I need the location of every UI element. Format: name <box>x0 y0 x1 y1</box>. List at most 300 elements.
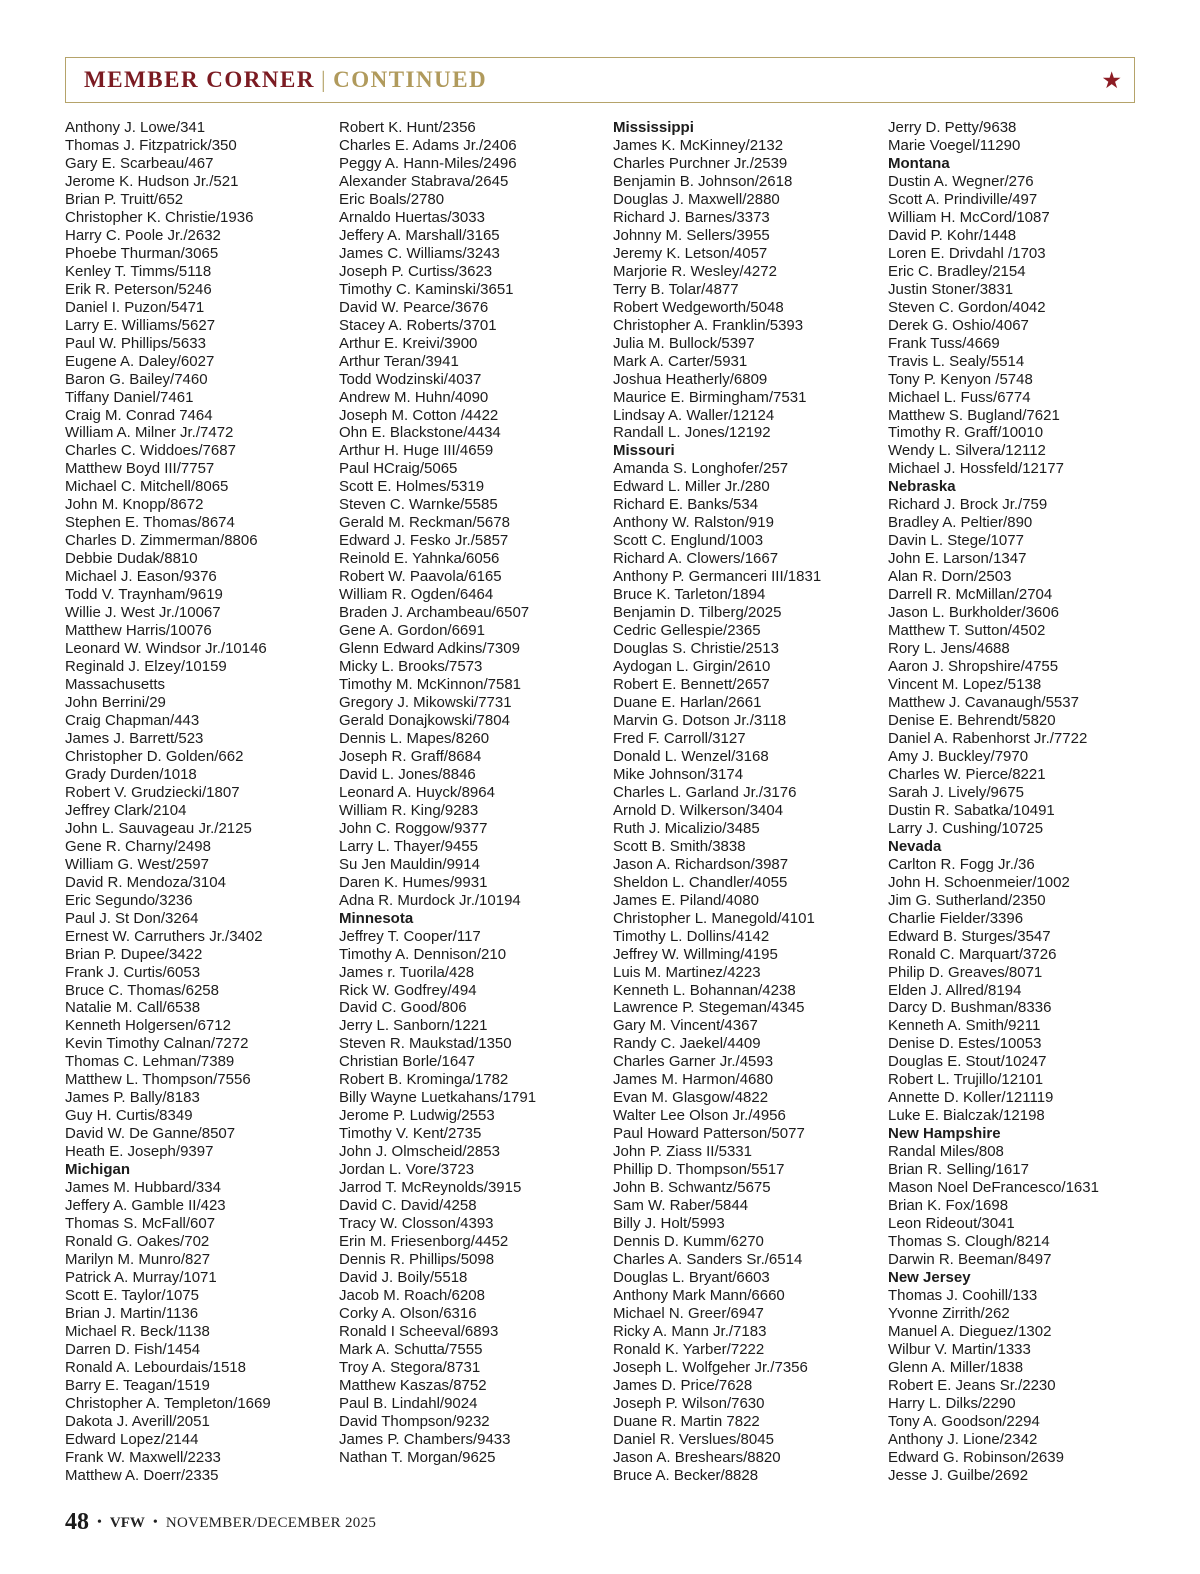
member-entry: Paul W. Phillips/5633 <box>65 334 206 352</box>
member-entry: Jerry D. Petty/9638 <box>888 119 1017 136</box>
member-entry: Matthew L. Thompson/7556 <box>65 1071 251 1089</box>
member-entry: Alan R. Dorn/2503 <box>888 568 1012 586</box>
member-entry: Matthew T. Sutton/4502 <box>888 622 1046 640</box>
member-entry: Jeffrey W. Willming/4195 <box>613 945 778 963</box>
member-entry: Luke E. Bialczak/12198 <box>888 1107 1045 1125</box>
member-entry: Jeffery A. Gamble II/423 <box>65 1197 226 1215</box>
member-entry: Christopher A. Templeton/1669 <box>65 1394 271 1412</box>
member-entry: Joseph R. Graff/8684 <box>339 747 482 765</box>
member-entry: Marie Voegel/11290 <box>888 136 1021 154</box>
member-entry: Massachusetts <box>65 676 166 694</box>
member-entry: Rory L. Jens/4688 <box>888 640 1010 658</box>
member-entry: Richard J. Barnes/3373 <box>613 208 770 226</box>
member-entry: James J. Barrett/523 <box>65 729 204 747</box>
member-entry: Randal Miles/808 <box>888 1143 1004 1161</box>
member-entry: Jordan L. Vore/3723 <box>339 1161 475 1179</box>
member-entry: Loren E. Drivdahl /1703 <box>888 244 1046 262</box>
member-entry: Robert L. Trujillo/12101 <box>888 1071 1044 1089</box>
state-heading: Nebraska <box>888 478 956 496</box>
member-entry: Cedric Gellespie/2365 <box>613 622 761 640</box>
member-entry: Daniel I. Puzon/5471 <box>65 298 205 316</box>
member-entry: Robert B. Krominga/1782 <box>339 1071 509 1089</box>
member-entry: Douglas L. Bryant/6603 <box>613 1269 770 1286</box>
member-entry: Duane R. Martin 7822 <box>613 1412 760 1430</box>
member-entry: William H. McCord/1087 <box>888 208 1050 226</box>
member-entry: Randy C. Jaekel/4409 <box>613 1035 761 1053</box>
member-entry: Davin L. Stege/1077 <box>888 532 1024 550</box>
member-entry: Jerry L. Sanborn/1221 <box>339 1017 488 1035</box>
member-entry: Steven R. Maukstad/1350 <box>339 1035 512 1053</box>
member-entry: Kenley T. Timms/5118 <box>65 262 212 280</box>
member-entry: John P. Ziass II/5331 <box>613 1143 752 1161</box>
member-entry: Micky L. Brooks/7573 <box>339 658 483 676</box>
member-entry: Gerald Donajkowski/7804 <box>339 711 510 729</box>
member-entry: Arnaldo Huertas/3033 <box>339 208 485 226</box>
member-entry: John E. Larson/1347 <box>888 550 1027 568</box>
member-entry: Matthew Boyd III/7757 <box>65 460 215 478</box>
member-entry: Lindsay A. Waller/12124 <box>613 406 775 424</box>
member-entry: Harry L. Dilks/2290 <box>888 1394 1016 1412</box>
member-entry: Dennis R. Phillips/5098 <box>339 1251 495 1269</box>
member-entry: Robert E. Jeans Sr./2230 <box>888 1376 1056 1394</box>
member-entry: James C. Williams/3243 <box>339 244 500 262</box>
member-entry: Bruce C. Thomas/6258 <box>65 981 219 999</box>
member-entry: Daren K. Humes/9931 <box>339 873 488 891</box>
member-entry: David W. De Ganne/8507 <box>65 1125 236 1143</box>
member-entry: Carlton R. Fogg Jr./36 <box>888 855 1035 873</box>
member-entry: Lawrence P. Stegeman/4345 <box>613 999 805 1017</box>
member-entry: Jim G. Sutherland/2350 <box>888 891 1046 909</box>
member-entry: Anthony J. Lowe/341 <box>65 119 206 136</box>
member-entry: Walter Lee Olson Jr./4956 <box>613 1107 786 1125</box>
member-entry: Willie J. West Jr./10067 <box>65 604 221 622</box>
member-entry: Steven C. Warnke/5585 <box>339 496 498 514</box>
member-entry: John J. Olmscheid/2853 <box>339 1143 500 1161</box>
member-entry: Alexander Stabrava/2645 <box>339 172 509 190</box>
member-entry: Ricky A. Mann Jr./7183 <box>613 1322 767 1340</box>
member-entry: Benjamin D. Tilberg/2025 <box>613 604 782 622</box>
member-entry: Thomas S. McFall/607 <box>65 1215 216 1233</box>
member-entry: John B. Schwantz/5675 <box>613 1179 771 1197</box>
member-entry: Grady Durden/1018 <box>65 765 197 783</box>
member-entry: Bruce K. Tarleton/1894 <box>613 586 766 604</box>
member-entry: Gregory J. Mikowski/7731 <box>339 694 512 711</box>
member-entry: Scott B. Smith/3838 <box>613 837 746 855</box>
member-entry: Christian Borle/1647 <box>339 1053 475 1071</box>
member-entry: Christopher K. Christie/1936 <box>65 208 254 226</box>
member-entry: Edward J. Fesko Jr./5857 <box>339 532 509 550</box>
member-entry: Ohn E. Blackstone/4434 <box>339 424 501 442</box>
member-entry: Michael J. Hossfeld/12177 <box>888 460 1064 478</box>
member-entry: Anthony P. Germanceri III/1831 <box>613 568 822 586</box>
member-entry: Billy Wayne Luetkahans/1791 <box>339 1089 537 1107</box>
member-entry: Johnny M. Sellers/3955 <box>613 226 770 244</box>
member-entry: Timothy R. Graff/10010 <box>888 424 1044 442</box>
member-entry: Erin M. Friesenborg/4452 <box>339 1233 509 1251</box>
member-entry: Larry L. Thayer/9455 <box>339 837 478 855</box>
member-entry: Joseph L. Wolfgeher Jr./7356 <box>613 1358 808 1376</box>
member-entry: Scott C. Englund/1003 <box>613 532 764 550</box>
member-entry: Craig M. Conrad 7464 <box>65 406 213 424</box>
member-entry: Leon Rideout/3041 <box>888 1215 1015 1233</box>
member-entry: Natalie M. Call/6538 <box>65 999 201 1017</box>
member-entry: Marjorie R. Wesley/4272 <box>613 262 777 280</box>
state-heading: Nevada <box>888 837 942 855</box>
member-entry: Richard J. Brock Jr./759 <box>888 496 1048 514</box>
member-entry: Dustin R. Sabatka/10491 <box>888 801 1055 819</box>
member-entry: Larry E. Williams/5627 <box>65 316 216 334</box>
member-entry: Charles L. Garland Jr./3176 <box>613 783 797 801</box>
member-entry: Guy H. Curtis/8349 <box>65 1107 193 1125</box>
member-entry: Arthur H. Huge III/4659 <box>339 442 494 460</box>
member-entry: Heath E. Joseph/9397 <box>65 1143 214 1161</box>
member-entry: John M. Knopp/8672 <box>65 496 204 514</box>
member-entry: Luis M. Martinez/4223 <box>613 963 761 981</box>
member-entry: Paul Howard Patterson/5077 <box>613 1125 805 1143</box>
member-entry: Douglas E. Stout/10247 <box>888 1053 1047 1071</box>
member-entry: Adna R. Murdock Jr./10194 <box>339 891 521 909</box>
member-entry: Dennis L. Mapes/8260 <box>339 729 490 747</box>
state-heading: Mississippi <box>613 119 694 136</box>
member-entry: Annette D. Koller/121119 <box>888 1089 1054 1107</box>
member-column-4 <box>888 119 1099 1485</box>
state-heading: Michigan <box>65 1161 131 1179</box>
member-entry: Fred F. Carroll/3127 <box>613 729 746 747</box>
member-entry: Leonard W. Windsor Jr./10146 <box>65 640 267 658</box>
member-entry: Arnold D. Wilkerson/3404 <box>613 801 784 819</box>
member-entry: Christopher D. Golden/662 <box>65 747 244 765</box>
member-entry: Sam W. Raber/5844 <box>613 1197 749 1215</box>
member-entry: Ronald K. Yarber/7222 <box>613 1340 765 1358</box>
member-entry: Michael N. Greer/6947 <box>613 1304 764 1322</box>
member-entry: Sheldon L. Chandler/4055 <box>613 873 788 891</box>
issue-date: NOVEMBER/DECEMBER 2025 <box>165 1515 377 1531</box>
member-entry: Amy J. Buckley/7970 <box>888 747 1029 765</box>
member-entry: John H. Schoenmeier/1002 <box>888 873 1070 891</box>
member-entry: Corky A. Olson/6316 <box>339 1304 477 1322</box>
member-entry: Patrick A. Murray/1071 <box>65 1269 217 1286</box>
member-entry: John L. Sauvageau Jr./2125 <box>65 819 252 837</box>
member-entry: Phoebe Thurman/3065 <box>65 244 219 262</box>
state-heading: New Hampshire <box>888 1125 1001 1143</box>
member-entry: Marvin G. Dotson Jr./3118 <box>613 711 787 729</box>
member-entry: David R. Mendoza/3104 <box>65 873 226 891</box>
member-entry: Matthew Harris/10076 <box>65 622 212 640</box>
star-icon: ★ <box>1101 67 1122 93</box>
member-entry: Jason A. Breshears/8820 <box>613 1448 781 1466</box>
member-entry: James K. McKinney/2132 <box>613 136 784 154</box>
member-entry: Charles Purchner Jr./2539 <box>613 154 788 172</box>
member-entry: Dustin A. Wegner/276 <box>888 172 1034 190</box>
state-heading: Missouri <box>613 442 675 460</box>
member-entry: Ronald C. Marquart/3726 <box>888 945 1057 963</box>
member-entry: Peggy A. Hann-Miles/2496 <box>339 154 517 172</box>
member-entry: Edward B. Sturges/3547 <box>888 927 1051 945</box>
member-entry: Aydogan L. Girgin/2610 <box>613 658 771 676</box>
member-entry: Thomas J. Fitzpatrick/350 <box>65 136 237 154</box>
member-entry: Wendy L. Silvera/12112 <box>888 442 1046 460</box>
member-entry: Brian P. Dupee/3422 <box>65 945 203 963</box>
member-entry: Frank J. Curtis/6053 <box>65 963 201 981</box>
member-entry: Charles W. Pierce/8221 <box>888 765 1046 783</box>
member-entry: Scott A. Prindiville/497 <box>888 190 1038 208</box>
member-entry: Debbie Dudak/8810 <box>65 550 198 568</box>
member-entry: Frank W. Maxwell/2233 <box>65 1448 221 1466</box>
member-entry: Brian P. Truitt/652 <box>65 190 184 208</box>
member-entry: William G. West/2597 <box>65 855 209 873</box>
member-entry: Baron G. Bailey/7460 <box>65 370 208 388</box>
member-entry: Stephen E. Thomas/8674 <box>65 514 235 532</box>
member-entry: Larry J. Cushing/10725 <box>888 819 1044 837</box>
footer-bullet: • <box>97 1515 102 1530</box>
member-entry: Justin Stoner/3831 <box>888 280 1014 298</box>
member-entry: Tiffany Daniel/7461 <box>65 388 194 406</box>
member-entry: James D. Price/7628 <box>613 1376 753 1394</box>
footer-bullet: • <box>152 1515 158 1530</box>
member-entry: Scott E. Taylor/1075 <box>65 1286 199 1304</box>
member-column-3 <box>613 119 821 1485</box>
member-entry: Darwin R. Beeman/8497 <box>888 1251 1052 1269</box>
member-entry: Edward Lopez/2144 <box>65 1430 199 1448</box>
member-column-2 <box>339 119 536 1467</box>
member-entry: Erik R. Peterson/5246 <box>65 280 212 298</box>
member-entry: Arthur E. Kreivi/3900 <box>339 334 478 352</box>
member-entry: Jarrod T. McReynolds/3915 <box>339 1179 522 1197</box>
member-entry: Reinold E. Yahnka/6056 <box>339 550 500 568</box>
member-entry: Glenn Edward Adkins/7309 <box>339 640 520 658</box>
member-entry: Timothy L. Dollins/4142 <box>613 927 770 945</box>
member-entry: David L. Jones/8846 <box>339 765 476 783</box>
member-entry: Jason A. Richardson/3987 <box>613 855 789 873</box>
member-entry: Ernest W. Carruthers Jr./3402 <box>65 927 263 945</box>
member-entry: Robert V. Grudziecki/1807 <box>65 783 240 801</box>
member-entry: Amanda S. Longhofer/257 <box>613 460 789 478</box>
member-entry: Steven C. Gordon/4042 <box>888 298 1046 316</box>
member-entry: Marilyn M. Munro/827 <box>65 1251 211 1269</box>
member-entry: Anthony Mark Mann/6660 <box>613 1286 785 1304</box>
page-number: 48 <box>65 1509 89 1535</box>
member-entry: Charles Garner Jr./4593 <box>613 1053 774 1071</box>
member-entry: Gary M. Vincent/4367 <box>613 1017 758 1035</box>
member-entry: Timothy M. McKinnon/7581 <box>339 676 522 694</box>
member-entry: Matthew J. Cavanaugh/5537 <box>888 694 1079 711</box>
member-entry: Robert Wedgeworth/5048 <box>613 298 784 316</box>
member-entry: Kenneth Holgersen/6712 <box>65 1017 231 1035</box>
member-entry: Jeffery A. Marshall/3165 <box>339 226 500 244</box>
member-entry: James r. Tuorila/428 <box>339 963 475 981</box>
member-entry: James P. Bally/8183 <box>65 1089 200 1107</box>
member-entry: Dakota J. Averill/2051 <box>65 1412 210 1430</box>
member-entry: Bruce A. Becker/8828 <box>613 1466 759 1484</box>
member-entry: Douglas J. Maxwell/2880 <box>613 190 780 208</box>
member-entry: Bradley A. Peltier/890 <box>888 514 1033 532</box>
member-entry: Tony A. Goodson/2294 <box>888 1412 1040 1430</box>
state-heading: Minnesota <box>339 909 414 927</box>
member-entry: Brian K. Fox/1698 <box>888 1197 1009 1215</box>
member-entry: Anthony W. Ralston/919 <box>613 514 774 532</box>
member-entry: Richard E. Banks/534 <box>613 496 759 514</box>
member-entry: Troy A. Stegora/8731 <box>339 1358 481 1376</box>
member-entry: Douglas S. Christie/2513 <box>613 640 779 658</box>
member-entry: Glenn A. Miller/1838 <box>888 1358 1024 1376</box>
member-entry: Thomas S. Clough/8214 <box>888 1233 1050 1251</box>
member-entry: Ronald G. Oakes/702 <box>65 1233 210 1251</box>
member-entry: Richard A. Clowers/1667 <box>613 550 779 568</box>
member-entry: David C. David/4258 <box>339 1197 477 1215</box>
member-column-1 <box>65 119 271 1485</box>
member-entry: Kenneth L. Bohannan/4238 <box>613 981 796 999</box>
member-entry: Maurice E. Birmingham/7531 <box>613 388 807 406</box>
member-entry: Eugene A. Daley/6027 <box>65 352 215 370</box>
state-heading: New Jersey <box>888 1269 971 1286</box>
member-entry: Derek G. Oshio/4067 <box>888 316 1029 334</box>
member-entry: Scott E. Holmes/5319 <box>339 478 485 496</box>
member-entry: Tony P. Kenyon /5748 <box>888 370 1033 388</box>
member-entry: James E. Piland/4080 <box>613 891 759 909</box>
member-entry: Charles E. Adams Jr./2406 <box>339 136 517 154</box>
member-entry: Brian J. Martin/1136 <box>65 1304 199 1322</box>
member-entry: Joshua Heatherly/6809 <box>613 370 768 388</box>
member-entry: Leonard A. Huyck/8964 <box>339 783 495 801</box>
member-entry: Todd V. Traynham/9619 <box>65 586 223 604</box>
section-name: MEMBER CORNER <box>84 67 315 92</box>
member-entry: Christopher L. Manegold/4101 <box>613 909 815 927</box>
member-entry: Jesse J. Guilbe/2692 <box>888 1466 1029 1484</box>
member-entry: Terry B. Tolar/4877 <box>613 280 739 298</box>
member-entry: Robert W. Paavola/6165 <box>339 568 502 586</box>
member-entry: Harry C. Poole Jr./2632 <box>65 226 221 244</box>
member-entry: Su Jen Mauldin/9914 <box>339 855 480 873</box>
member-entry: Denise E. Behrendt/5820 <box>888 711 1056 729</box>
magazine-name: VFW <box>109 1515 145 1531</box>
member-entry: Thomas C. Lehman/7389 <box>65 1053 235 1071</box>
member-entry: David Thompson/9232 <box>339 1412 490 1430</box>
member-entry: Michael L. Fuss/6774 <box>888 388 1031 406</box>
member-entry: David J. Boily/5518 <box>339 1269 468 1286</box>
member-entry: Billy J. Holt/5993 <box>613 1215 725 1233</box>
member-entry: Donald L. Wenzel/3168 <box>613 747 769 765</box>
member-entry: Manuel A. Dieguez/1302 <box>888 1322 1052 1340</box>
member-entry: Gerald M. Reckman/5678 <box>339 514 510 532</box>
member-entry: Timothy C. Kaminski/3651 <box>339 280 514 298</box>
member-entry: Arthur Teran/3941 <box>339 352 459 370</box>
member-entry: Jeffrey T. Cooper/117 <box>339 927 481 945</box>
member-entry: Mason Noel DeFrancesco/1631 <box>888 1179 1099 1197</box>
member-entry: Evan M. Glasgow/4822 <box>613 1089 769 1107</box>
member-entry: Stacey A. Roberts/3701 <box>339 316 497 334</box>
member-entry: Michael C. Mitchell/8065 <box>65 478 229 496</box>
member-entry: Craig Chapman/443 <box>65 711 200 729</box>
member-entry: James P. Chambers/9433 <box>339 1430 511 1448</box>
section-title <box>84 67 487 93</box>
member-entry: Eric Segundo/3236 <box>65 891 193 909</box>
member-entry: Timothy A. Dennison/210 <box>339 945 507 963</box>
member-entry: Julia M. Bullock/5397 <box>613 334 755 352</box>
member-entry: Phillip D. Thompson/5517 <box>613 1161 785 1179</box>
member-entry: Elden J. Allred/8194 <box>888 981 1022 999</box>
member-entry: Daniel R. Verslues/8045 <box>613 1430 774 1448</box>
member-entry: John Berrini/29 <box>65 694 166 711</box>
member-entry: Timothy V. Kent/2735 <box>339 1125 482 1143</box>
member-entry: Denise D. Estes/10053 <box>888 1035 1042 1053</box>
member-entry: Charlie Fielder/3396 <box>888 909 1024 927</box>
member-entry: Vincent M. Lopez/5138 <box>888 676 1042 694</box>
member-entry: William A. Milner Jr./7472 <box>65 424 234 442</box>
member-entry: Jerome K. Hudson Jr./521 <box>65 172 239 190</box>
member-entry: Mark A. Carter/5931 <box>613 352 748 370</box>
member-entry: Dennis D. Kumm/6270 <box>613 1233 764 1251</box>
member-entry: Jeffrey Clark/2104 <box>65 801 187 819</box>
member-entry: Eric C. Bradley/2154 <box>888 262 1026 280</box>
member-entry: Wilbur V. Martin/1333 <box>888 1340 1031 1358</box>
member-entry: James M. Harmon/4680 <box>613 1071 774 1089</box>
member-entry: Edward G. Robinson/2639 <box>888 1448 1064 1466</box>
member-entry: Mark A. Schutta/7555 <box>339 1340 483 1358</box>
member-entry: Joseph M. Cotton /4422 <box>339 406 499 424</box>
member-entry: Joseph P. Curtiss/3623 <box>339 262 493 280</box>
member-entry: Todd Wodzinski/4037 <box>339 370 482 388</box>
member-entry: David P. Kohr/1448 <box>888 226 1017 244</box>
member-entry: Jason L. Burkholder/3606 <box>888 604 1059 622</box>
member-entry: Darcy D. Bushman/8336 <box>888 999 1052 1017</box>
member-entry: Gene R. Charny/2498 <box>65 837 211 855</box>
member-entry: Reginald J. Elzey/10159 <box>65 658 227 676</box>
member-entry: Darren D. Fish/1454 <box>65 1340 201 1358</box>
member-entry: William R. Ogden/6464 <box>339 586 494 604</box>
member-entry: Matthew S. Bugland/7621 <box>888 406 1060 424</box>
member-entry: Jerome P. Ludwig/2553 <box>339 1107 495 1125</box>
member-entry: Paul J. St Don/3264 <box>65 909 199 927</box>
member-entry: Gary E. Scarbeau/467 <box>65 154 214 172</box>
member-entry: Eric Boals/2780 <box>339 190 445 208</box>
member-entry: Daniel A. Rabenhorst Jr./7722 <box>888 729 1088 747</box>
member-entry: Paul B. Lindahl/9024 <box>339 1394 478 1412</box>
member-entry: Ronald A. Lebourdais/1518 <box>65 1358 246 1376</box>
state-heading: Montana <box>888 154 950 172</box>
member-entry: Charles C. Widdoes/7687 <box>65 442 236 460</box>
member-entry: Matthew Kaszas/8752 <box>339 1376 487 1394</box>
member-entry: Tracy W. Closson/4393 <box>339 1215 494 1233</box>
member-entry: Matthew A. Doerr/2335 <box>65 1466 219 1484</box>
member-entry: Charles D. Zimmerman/8806 <box>65 532 258 550</box>
member-entry: Gene A. Gordon/6691 <box>339 622 485 640</box>
member-entry: Benjamin B. Johnson/2618 <box>613 172 793 190</box>
member-entry: Charles A. Sanders Sr./6514 <box>613 1251 803 1269</box>
section-header <box>65 57 1135 103</box>
member-entry: Mike Johnson/3174 <box>613 765 744 783</box>
member-entry: Ruth J. Micalizio/3485 <box>613 819 760 837</box>
member-entry: Edward L. Miller Jr./280 <box>613 478 770 496</box>
member-entry: Braden J. Archambeau/6507 <box>339 604 530 622</box>
member-entry: Randall L. Jones/12192 <box>613 424 771 442</box>
member-entry: Darrell R. McMillan/2704 <box>888 586 1053 604</box>
member-entry: Robert E. Bennett/2657 <box>613 676 770 694</box>
member-entry: Christopher A. Franklin/5393 <box>613 316 804 334</box>
member-entry: David C. Good/806 <box>339 999 467 1017</box>
title-separator: | <box>320 67 328 92</box>
member-entry: Barry E. Teagan/1519 <box>65 1376 210 1394</box>
member-entry: Nathan T. Morgan/9625 <box>339 1448 496 1466</box>
member-entry: Jeremy K. Letson/4057 <box>613 244 768 262</box>
member-entry: Kevin Timothy Calnan/7272 <box>65 1035 249 1053</box>
member-entry: Paul HCraig/5065 <box>339 460 458 478</box>
member-entry: Brian R. Selling/1617 <box>888 1161 1029 1179</box>
page-footer <box>65 1509 376 1536</box>
member-entry: Duane E. Harlan/2661 <box>613 694 762 711</box>
member-entry: Frank Tuss/4669 <box>888 334 1000 352</box>
member-entry: Michael R. Beck/1138 <box>65 1322 210 1340</box>
member-entry: Rick W. Godfrey/494 <box>339 981 477 999</box>
